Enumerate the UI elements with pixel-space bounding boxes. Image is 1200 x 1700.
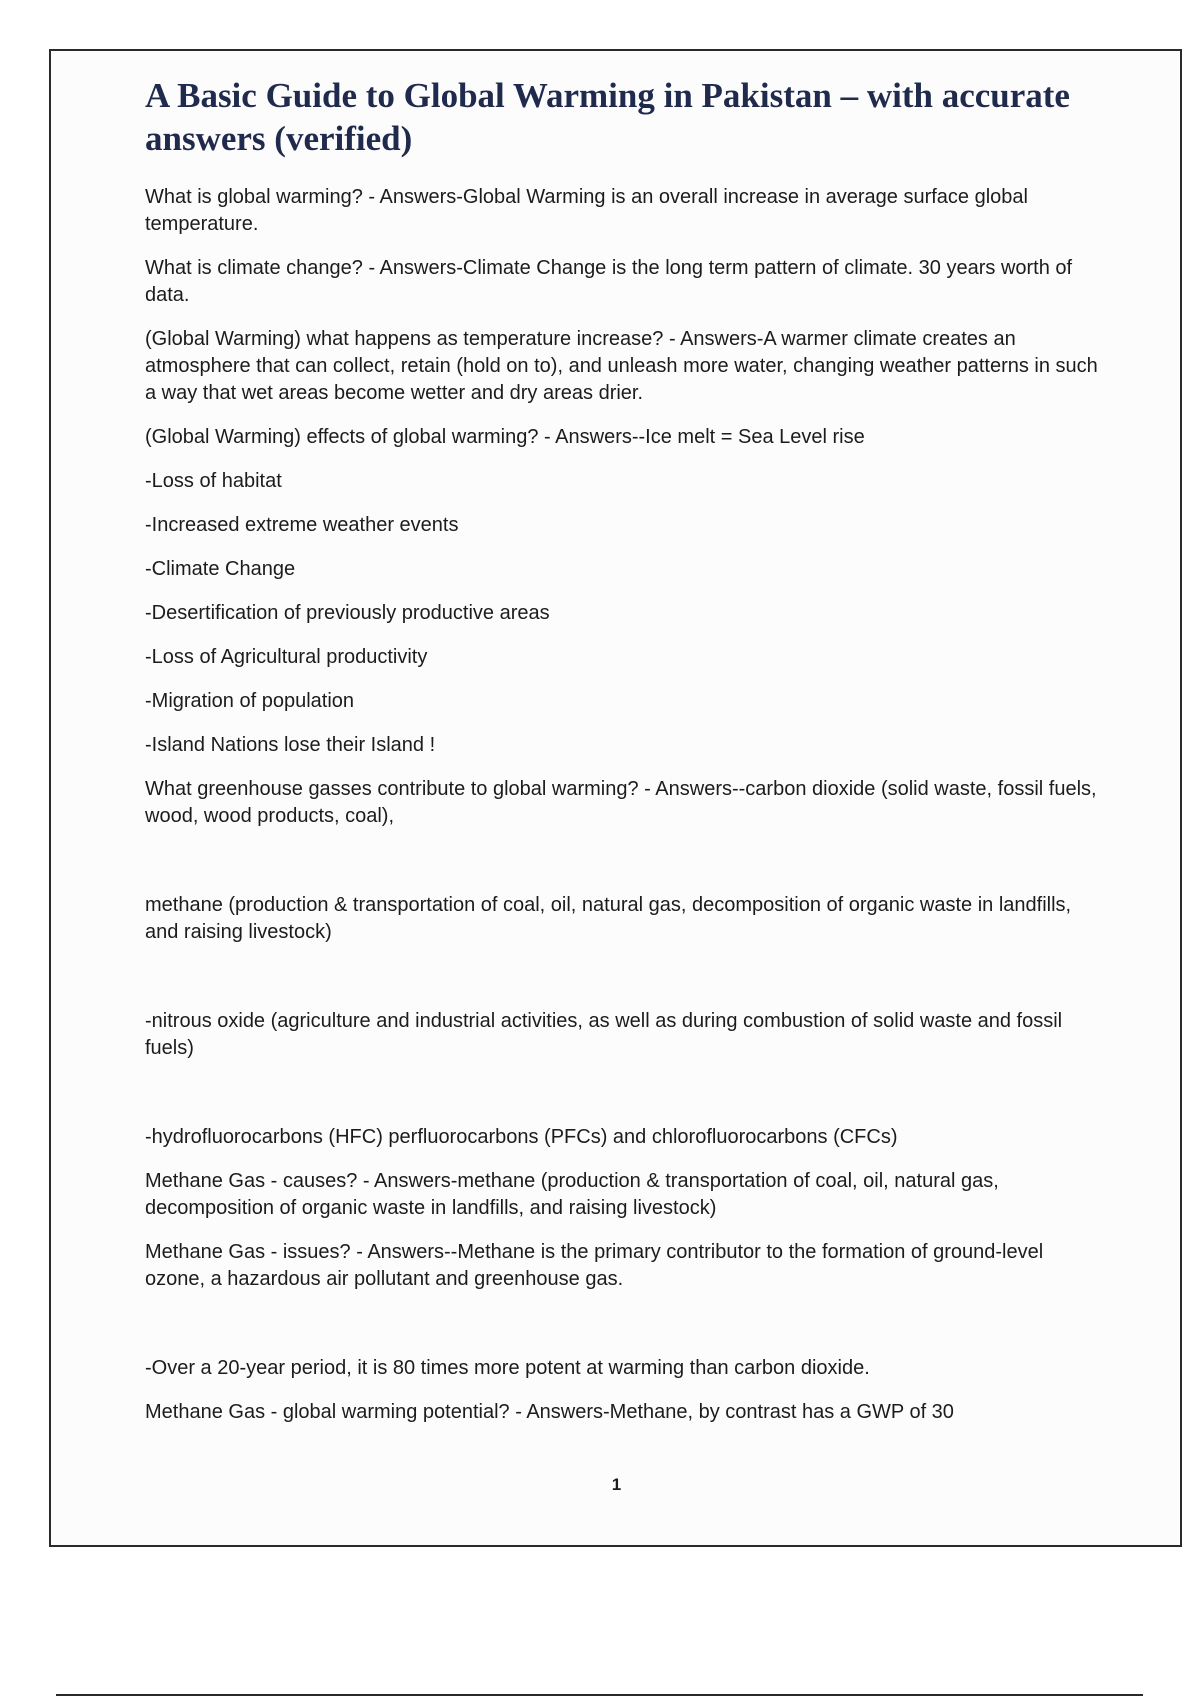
paragraph-methane: methane (production & transportation of coal, oil, natural gas, decomposition of organic waste in landfills, and raising livestock) xyxy=(145,894,1072,943)
list-item-effect: -Loss of Agricultural productivity xyxy=(145,646,428,668)
list-item-effect: -Climate Change xyxy=(145,558,296,580)
paragraph-methane-causes: Methane Gas - causes? - Answers-methane (production & transportation of coal, oil, natural gas, decomposition of organic waste in landfills, and raising livestock) xyxy=(145,1170,999,1219)
list-item-effect: -Island Nations lose their Island ! xyxy=(145,734,436,756)
paragraph-climate-change: What is climate change? - Answers-Climate Change is the long term pattern of climate. 30 years worth of data. xyxy=(145,257,1073,306)
list-item-effect: -Desertification of previously productive areas xyxy=(145,602,550,624)
paragraph-methane-gwp: Methane Gas - global warming potential? - Answers-Methane, by contrast has a GWP of 30 xyxy=(145,1401,954,1423)
bottom-rule xyxy=(56,1694,1143,1696)
paragraph-methane-issues: Methane Gas - issues? - Answers--Methane is the primary contributor to the formation of ground-level ozone, a hazardous air pollutant and greenhouse gas. xyxy=(145,1241,1044,1290)
list-item-effect: -Migration of population xyxy=(145,690,355,712)
paragraph-hfc-pfc-cfc: -hydrofluorocarbons (HFC) perfluorocarbons (PFCs) and chlorofluorocarbons (CFCs) xyxy=(145,1126,898,1148)
document-title: A Basic Guide to Global Warming in Pakistan – with accurate answers (verified) xyxy=(145,76,1070,158)
list-item-effect: -Loss of habitat xyxy=(145,470,282,492)
page-number: 1 xyxy=(611,1475,622,1494)
paragraph-nitrous-oxide: -nitrous oxide (agriculture and industrial activities, as well as during combustion of solid waste and fossil fuels) xyxy=(145,1010,1063,1059)
paragraph-greenhouse-gasses: What greenhouse gasses contribute to global warming? - Answers--carbon dioxide (solid waste, fossil fuels, wood, wood products, coal), xyxy=(145,778,1097,827)
paragraph-methane-potency: -Over a 20-year period, it is 80 times more potent at warming than carbon dioxide. xyxy=(145,1357,870,1379)
paragraph-effects: (Global Warming) effects of global warming? - Answers--Ice melt = Sea Level rise xyxy=(145,426,865,448)
paragraph-temperature-increase: (Global Warming) what happens as temperature increase? - Answers-A warmer climate creates an atmosphere that can collect, retain (hold on to), and unleash more water, changing weather patterns in such a way that wet areas become wetter and dry areas drier. xyxy=(145,328,1098,404)
list-item-effect: -Increased extreme weather events xyxy=(145,514,459,536)
paragraph-global-warming: What is global warming? - Answers-Global Warming is an overall increase in average surface global temperature. xyxy=(145,186,1028,235)
document-body xyxy=(145,184,1100,1426)
